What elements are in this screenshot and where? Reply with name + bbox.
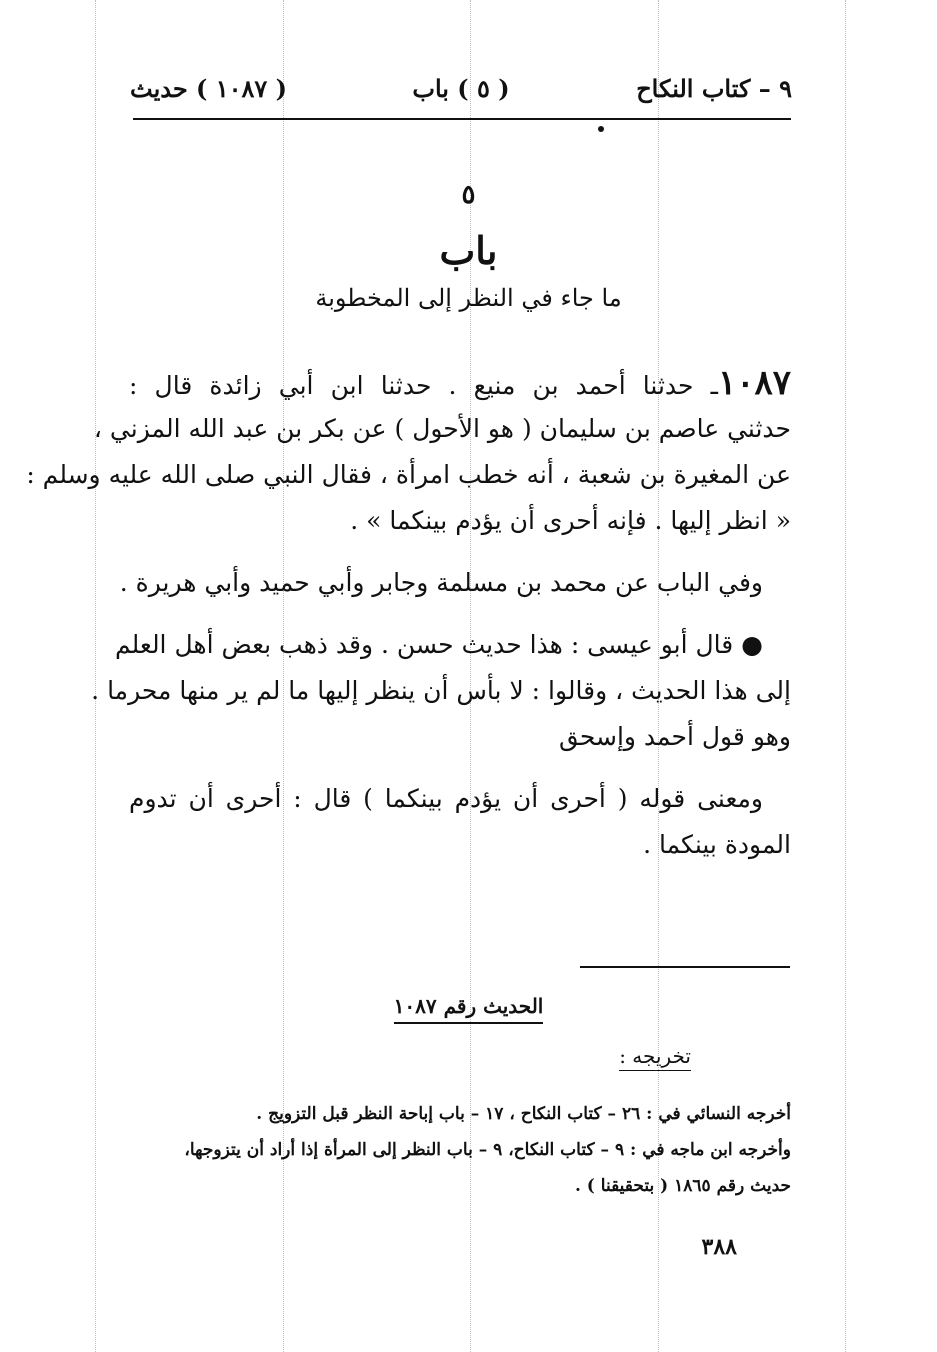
running-head-hadith: ( ١٠٨٧ ) حديث bbox=[130, 74, 288, 103]
footnote-line: وأخرجه ابن ماجه في : ٩ – كتاب النكاح، ٩ – باب النظر إلى المرأة إذا أراد أن يتزوجها، bbox=[184, 1140, 791, 1160]
chapter-number: ٥ bbox=[461, 180, 476, 210]
footnote-label bbox=[619, 1044, 691, 1068]
footnote-label-text: تخريجه : bbox=[619, 1044, 691, 1071]
running-head-book: ٩ – كتاب النكاح bbox=[636, 74, 792, 103]
main-text bbox=[26, 360, 791, 868]
page-number: ٣٨٨ bbox=[701, 1234, 737, 1260]
footnote-lines bbox=[129, 1096, 791, 1204]
bab-note: وفي الباب عن محمد بن مسلمة وجابر وأبي حميد وأبي هريرة . bbox=[119, 568, 763, 597]
comment-line: ● قال أبو عيسى : هذا حديث حسن . وقد ذهب بعض أهل العلم bbox=[114, 630, 763, 659]
chapter-title: باب bbox=[439, 228, 498, 273]
ink-dot bbox=[598, 126, 604, 132]
hadith-line bbox=[129, 360, 791, 406]
header-rule bbox=[133, 118, 791, 120]
footnote-rule bbox=[580, 966, 790, 968]
meaning-line: المودة بينكما . bbox=[643, 830, 791, 859]
chapter-subtitle: ما جاء في النظر إلى المخطوبة bbox=[315, 284, 622, 312]
hadith-line: عن المغيرة بن شعبة ، أنه خطب امرأة ، فقال النبي صلى الله عليه وسلم : bbox=[26, 460, 791, 489]
footnote-line: حديث رقم ١٨٦٥ ( بتحقيقنا ) . bbox=[574, 1176, 791, 1196]
hadith-number: ١٠٨٧ bbox=[717, 363, 791, 403]
hadith-line-text: ـ حدثنا أحمد بن منيع . حدثنا ابن أبي زائدة قال : bbox=[129, 371, 718, 400]
footnote-title-text: الحديث رقم ١٠٨٧ bbox=[394, 994, 544, 1024]
footnote-line: أخرجه النسائي في : ٢٦ – كتاب النكاح ، ١٧ – باب إباحة النظر قبل التزويج . bbox=[256, 1104, 791, 1124]
meaning-line: ومعنى قوله ( أحرى أن يؤدم بينكما ) قال : أحرى أن تدوم bbox=[129, 784, 763, 813]
hadith-line: « انظر إليها . فإنه أحرى أن يؤدم بينكما » . bbox=[350, 506, 791, 535]
comment-line: إلى هذا الحديث ، وقالوا : لا بأس أن ينظر إليها ما لم ير منها محرما . bbox=[91, 676, 791, 705]
running-head-chapter: ( ٥ ) باب bbox=[412, 74, 510, 103]
footnote-title bbox=[0, 994, 937, 1018]
running-head bbox=[130, 74, 792, 108]
hadith-line: حدثني عاصم بن سليمان ( هو الأحول ) عن بكر بن عبد الله المزني ، bbox=[93, 414, 791, 443]
comment-line: وهو قول أحمد وإسحق bbox=[559, 722, 791, 751]
